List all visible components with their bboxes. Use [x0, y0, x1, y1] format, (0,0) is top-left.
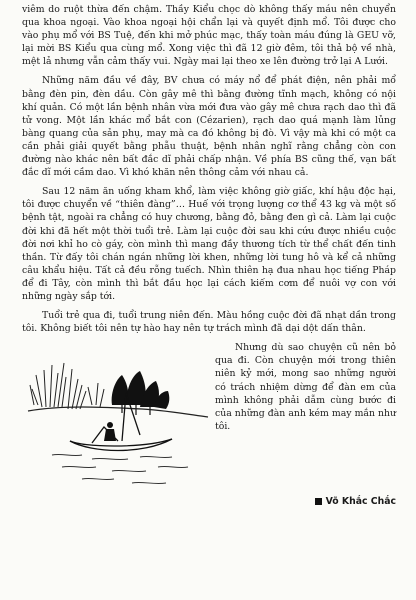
author-signature — [315, 496, 396, 507]
paragraph-3: Sau 12 năm ăn uống kham khổ, làm việc không giờ giấc, khí hậu độc hại, tôi được chuyển về “thiên đàng”… Huế với trọng lượng cơ thể 43 kg và một số bệnh tật, ngoài ra chẳng có huy chương, bằng đỏ, bằng đen gì cả. Làm lại cuộc đời khi đã hết một thời tuổi trẻ. Làm lại cuộc đời sau khi cứu được nhiều cuộc đời nơi khỉ ho cò gáy, còn mình thì mang đầy thương tích từ thể chất đến tinh thần. Từ đấy tôi chán ngán những lời khen, những lời tung hô và kể cả những câu khẩu hiệu. Tất cả đều rỗng tuếch. Nhìn thiên hạ đua nhau học tiếng Pháp để đi Tây, còn mình thì bắt đầu học lại cách kiếm cơm để nuôi vợ con với những ngày sắp tới. — [22, 186, 396, 302]
paragraph-4: Tuổi trẻ qua đi, tuổi trung niên đến. Màu hồng cuộc đời đã nhạt dần trong tôi. Không biết tôi nên tự hào hay nên tự trách mình đã dại dột dấn thân. — [22, 310, 396, 335]
black-square-icon — [315, 498, 322, 505]
boat-landscape-sketch-icon — [22, 345, 212, 495]
lower-section — [22, 341, 396, 541]
closing-paragraph: Nhưng dù sao chuyện cũ nên bỏ qua đi. Còn chuyện mới trong thiên niên kỷ mới, mong sao những người có trách nhiệm dừng để đàn em của mình không phải dẫm cùng bước đi của những đàn anh kém may mắn như tôi. — [215, 342, 396, 432]
closing-column — [215, 341, 396, 433]
author-name: Võ Khắc Chắc — [325, 496, 396, 508]
paragraph-1: viêm do ruột thừa đến chậm. Thầy Kiểu chọc dò không thấy máu nên chuyển qua khoa ngoại. Vào khoa ngoại hội chẩn lại và quyết định mổ. Tôi được cho vào phụ mổ với BS Tuệ, đến khi mở phúc mạc, thấy toàn máu đúng là GEU vỡ, lại mời BS Kiểu qua cùng mổ. Xong việc thì đã 12 giờ đêm, tôi thả bộ về nhà, mệt lả nhưng vẫn cảm thấy vui. Ngày mai lại theo xe lên đường trở lại A Lưới. — [22, 4, 396, 68]
paragraph-2: Những năm đầu về đây, BV chưa có máy nổ để phát điện, nên phải mổ bằng đèn pin, đèn dầu. Còn gây mê thì bằng đường tĩnh mạch, không có nội khí quản. Có một lần bệnh nhân vừa mới đưa vào gây mê chưa rạch dao thì đã tử vong. Một lần khác mổ bắt con (Cézarien), rạch dao quá mạnh làm lủng bàng quang của sản phụ, may mà ca đó không bị đò. Vì vậy mà khi có một ca cần phải giải quyết bằng phẫu thuật, bệnh nhân nghĩ rằng chẳng còn con đường nào khác nên bất đắc dĩ phải chấp nhận. Về phía BS cũng thế, vạn bất đắc dĩ mới cầm dao. Vì khó khăn nên thông cảm với nhau cả. — [22, 75, 396, 179]
